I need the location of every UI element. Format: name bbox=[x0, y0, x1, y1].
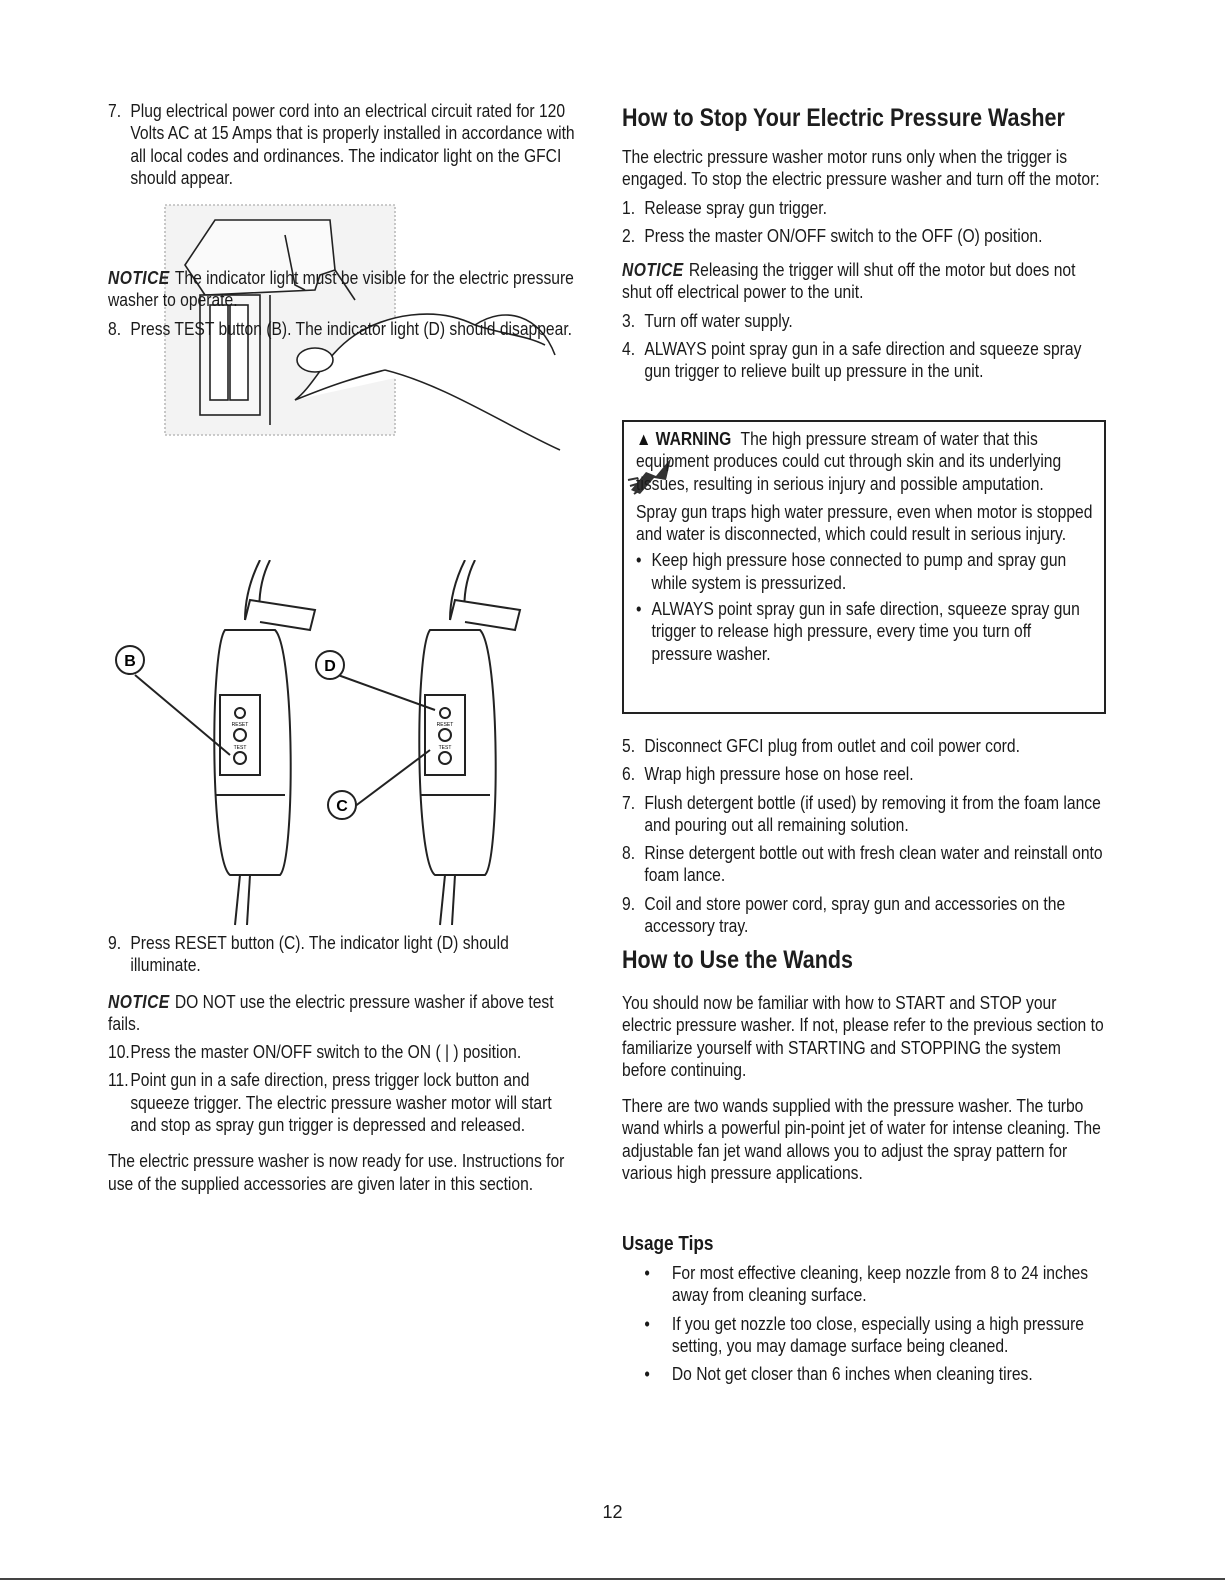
step-text: Coil and store power cord, spray gun and accessories on the accessory tray. bbox=[644, 893, 1066, 937]
step-number: 9. bbox=[108, 933, 122, 953]
test-label-left: TEST bbox=[233, 745, 247, 751]
reset-label-left: RESET bbox=[231, 722, 249, 728]
heading-usage-tips: Usage Tips bbox=[622, 1233, 714, 1255]
list-item: • ALWAYS point spray gun in safe direction, squeeze spray gun trigger to release high pressure, every time you turn off pressure washer. bbox=[636, 598, 1094, 665]
step-text: Point gun in a safe direction, press trigger lock button and squeeze trigger. The electric pressure washer motor will start and stop as spray gun trigger is depressed and released. bbox=[130, 1070, 552, 1136]
list-item bbox=[622, 842, 1106, 887]
step-number: 7. bbox=[108, 101, 122, 121]
step-number: 11. bbox=[108, 1070, 129, 1091]
stop-steps-b bbox=[622, 310, 1106, 383]
step-text: Disconnect GFCI plug from outlet and coil power cord. bbox=[644, 736, 1020, 756]
list-item bbox=[622, 225, 1106, 247]
step-number: 6. bbox=[622, 764, 636, 785]
notice-paragraph bbox=[622, 259, 1106, 304]
page-number: 12 bbox=[602, 1502, 623, 1522]
wands-paragraph-2: There are two wands supplied with the pressure washer. The turbo wand whirls a powerful pin-point jet of water for intense cleaning. The adjustable fan jet wand allows you to adjust the spray pattern for various high pressure applications. bbox=[622, 1096, 1101, 1184]
list-item: • If you get nozzle too close, especially using a high pressure setting, you may damage surface being cleaned. bbox=[622, 1313, 1106, 1358]
notice-paragraph bbox=[108, 267, 580, 312]
step-10 bbox=[108, 1041, 580, 1063]
step-text: Press TEST button (B). The indicator light (D) should disappear. bbox=[130, 318, 573, 339]
step-number: 10. bbox=[108, 1042, 130, 1063]
step-text: Press RESET button (C). The indicator light (D) should illuminate. bbox=[130, 933, 509, 976]
step-number: 5. bbox=[622, 736, 636, 756]
stop-steps-a bbox=[622, 197, 1106, 248]
step-8 bbox=[108, 318, 580, 340]
list-item: • Do Not get closer than 6 inches when cleaning tires. bbox=[622, 1363, 1106, 1385]
tip-text: Do Not get closer than 6 inches when cleaning tires. bbox=[671, 1364, 1033, 1385]
step-number: 8. bbox=[622, 843, 636, 864]
list-item bbox=[622, 197, 1106, 219]
stop-intro: The electric pressure washer motor runs only when the trigger is engaged. To stop the electric pressure washer and turn off the motor: bbox=[622, 147, 1100, 190]
warning-para: Spray gun traps high water pressure, even when motor is stopped and water is disconnected, which could result in serious injury. bbox=[636, 501, 1093, 545]
step-text: ALWAYS point spray gun in a safe direction and squeeze spray gun trigger to relieve built up pressure in the unit. bbox=[644, 339, 1082, 382]
step-number: 9. bbox=[622, 893, 636, 914]
gfci-test-reset-illustration bbox=[110, 560, 560, 930]
step-text: Plug electrical power cord into an electrical circuit rated for 120 Volts AC at 15 Amps that is properly installed in accordance with all local codes and ordinances. The indicator light on the GFCI should appear. bbox=[130, 101, 575, 188]
closing-paragraph: The electric pressure washer is now ready for use. Instructions for use of the supplied accessories are given later in this section. bbox=[108, 1151, 565, 1194]
callout-d-label: D bbox=[324, 658, 336, 675]
test-label-right: TEST bbox=[438, 745, 452, 751]
list-item bbox=[622, 310, 1106, 332]
list-item: • Keep high pressure hose connected to pump and spray gun while system is pressurized. bbox=[636, 549, 1094, 594]
notice-label: NOTICE bbox=[108, 991, 170, 1012]
step-text: Flush detergent bottle (if used) by removing it from the foam lance and pouring out all remaining solution. bbox=[644, 792, 1101, 835]
callout-b-label: B bbox=[124, 653, 136, 670]
notice-paragraph bbox=[108, 991, 580, 1036]
left-column bbox=[108, 100, 580, 189]
list-item bbox=[622, 893, 1106, 938]
list-item bbox=[622, 763, 1106, 785]
notice-label: NOTICE bbox=[622, 260, 684, 281]
notice-text: DO NOT use the electric pressure washer if above test fails. bbox=[108, 991, 554, 1034]
notice-text: The indicator light must be visible for the electric pressure washer to operate. bbox=[108, 268, 574, 311]
step-9 bbox=[108, 932, 580, 977]
warning-triangle-icon: ▲ bbox=[636, 429, 652, 449]
tip-text: For most effective cleaning, keep nozzle from 8 to 24 inches away from cleaning surface. bbox=[671, 1263, 1089, 1306]
step-number: 7. bbox=[622, 792, 636, 813]
bullet-text: ALWAYS point spray gun in safe direction, squeeze spray gun trigger to release high pressure, every time you turn off pressure washer. bbox=[651, 599, 1080, 664]
heading-use-wands: How to Use the Wands bbox=[622, 946, 853, 974]
step-text: Press the master ON/OFF switch to the ON ( | ) position. bbox=[130, 1042, 522, 1063]
bullet-text: Keep high pressure hose connected to pump and spray gun while system is pressurized. bbox=[651, 550, 1067, 593]
step-number: 1. bbox=[622, 197, 636, 218]
reset-label-right: RESET bbox=[436, 722, 454, 728]
step-7 bbox=[108, 100, 580, 189]
tip-text: If you get nozzle too close, especially using a high pressure setting, you may damage surface being cleaned. bbox=[671, 1313, 1085, 1356]
step-number: 4. bbox=[622, 339, 636, 360]
list-item bbox=[622, 735, 1106, 757]
warning-box bbox=[622, 420, 1106, 714]
notice-label: NOTICE bbox=[108, 268, 170, 288]
stop-steps-c bbox=[622, 735, 1106, 937]
right-column bbox=[622, 104, 1106, 132]
step-text: Turn off water supply. bbox=[644, 310, 793, 331]
step-11 bbox=[108, 1069, 580, 1136]
list-item bbox=[622, 338, 1106, 383]
step-text: Wrap high pressure hose on hose reel. bbox=[644, 764, 914, 785]
step-number: 2. bbox=[622, 225, 636, 246]
step-text: Release spray gun trigger. bbox=[644, 197, 827, 218]
wands-paragraph-1: You should now be familiar with how to START and STOP your electric pressure washer. If not, please refer to the previous section to familiarize yourself with STARTING and STOPPING the system before continuing. bbox=[622, 993, 1104, 1080]
step-text: Rinse detergent bottle out with fresh clean water and reinstall onto foam lance. bbox=[644, 843, 1103, 886]
notice-text: Releasing the trigger will shut off the motor but does not shut off electrical power to the unit. bbox=[622, 260, 1076, 303]
page-bottom-rule bbox=[0, 1578, 1225, 1580]
list-item bbox=[622, 792, 1106, 837]
heading-stop-washer: How to Stop Your Electric Pressure Washer bbox=[622, 104, 1065, 132]
callout-c-label: C bbox=[336, 798, 348, 815]
step-text: Press the master ON/OFF switch to the OFF (O) position. bbox=[644, 225, 1043, 246]
step-number: 8. bbox=[108, 318, 122, 339]
step-number: 3. bbox=[622, 310, 636, 331]
list-item: • For most effective cleaning, keep nozzle from 8 to 24 inches away from cleaning surface. bbox=[622, 1262, 1106, 1307]
warning-label: WARNING bbox=[655, 429, 732, 449]
warning-text: The high pressure stream of water that this equipment produces could cut through skin and its underlying tissues, resulting in serious injury and possible amputation. bbox=[636, 429, 1062, 494]
